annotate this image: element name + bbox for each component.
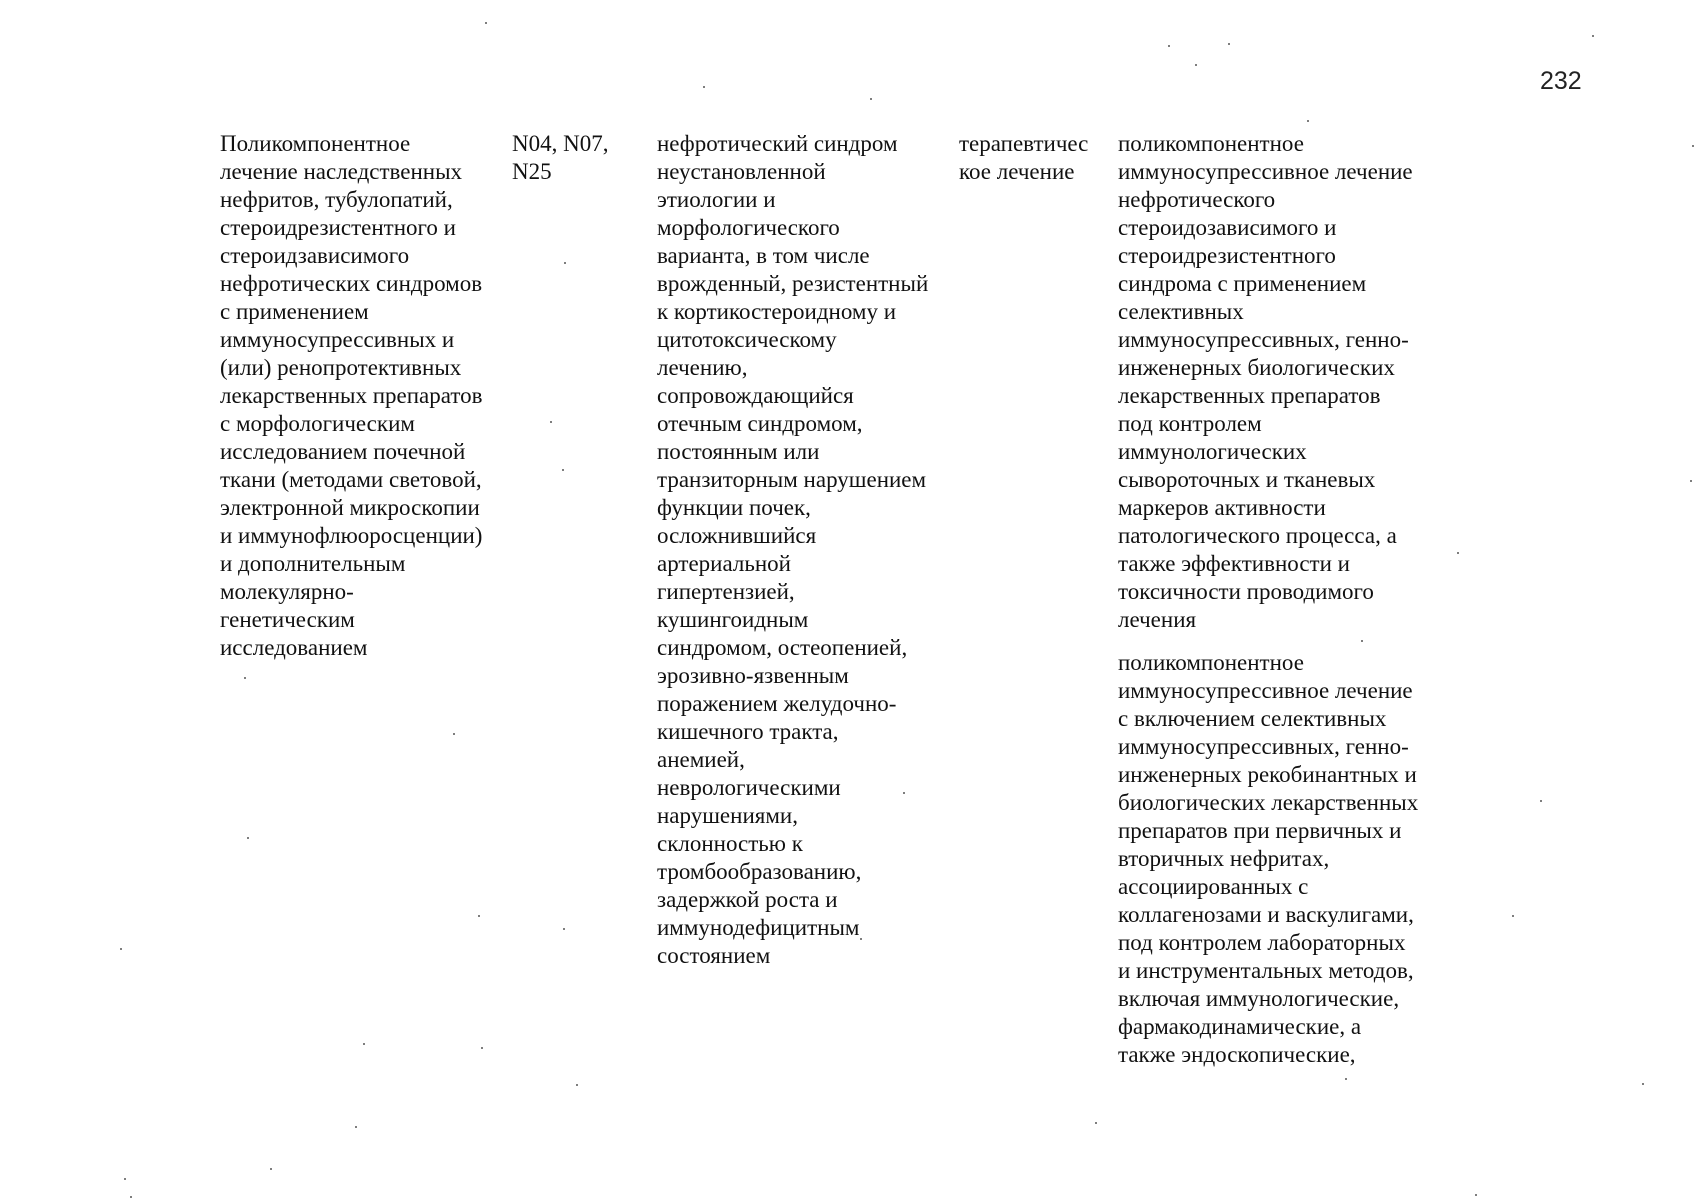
text-line: морфологического xyxy=(657,215,840,240)
scan-speck xyxy=(563,928,565,930)
scan-speck xyxy=(453,733,455,735)
text-line: осложнившийся xyxy=(657,523,817,548)
scan-speck xyxy=(1642,1083,1644,1085)
scan-speck xyxy=(550,421,552,423)
text-line: функции почек, xyxy=(657,495,811,520)
text-line: варианта, в том числе xyxy=(657,243,870,268)
scan-speck xyxy=(1592,35,1594,37)
text-line: препаратов при первичных и xyxy=(1118,818,1402,843)
scan-speck xyxy=(1345,1078,1347,1080)
treatment-type-cell xyxy=(959,130,1109,186)
text-line: лекарственных препаратов xyxy=(220,383,483,408)
text-line: иммуносупрессивных, генно- xyxy=(1118,734,1409,759)
text-line: нефротических синдромов xyxy=(220,271,483,296)
text-line: этиологии и xyxy=(657,187,776,212)
text-line: к кортикостероидному и xyxy=(657,299,897,324)
text-line: поликомпонентное xyxy=(1118,131,1304,156)
text-line: лечение наследственных xyxy=(220,159,463,184)
treatment-method-cell xyxy=(1118,130,1458,1069)
text-line: с морфологическим xyxy=(220,411,415,436)
text-line: кишечного тракта, xyxy=(657,719,839,744)
scan-speck xyxy=(1690,480,1692,482)
scan-speck xyxy=(576,1084,578,1086)
text-line: кушингоидным xyxy=(657,607,809,632)
text-line: и инструментальных методов, xyxy=(1118,958,1414,983)
text-line: и иммунофлюоросценции) xyxy=(220,523,483,548)
text-line: синдрома с применением xyxy=(1118,271,1367,296)
scan-speck xyxy=(247,837,249,839)
scan-speck xyxy=(562,469,564,471)
text-line: постоянным или xyxy=(657,439,820,464)
text-line: коллагенозами и васкулигами, xyxy=(1118,902,1414,927)
text-line: фармакодинамические, а xyxy=(1118,1014,1362,1039)
text-line: биологических лекарственных xyxy=(1118,790,1419,815)
text-line: артериальной xyxy=(657,551,791,576)
text-line: молекулярно- xyxy=(220,579,354,604)
text-line: склонностью к xyxy=(657,831,803,856)
treatment-method-block xyxy=(1118,130,1458,634)
scan-speck xyxy=(1168,45,1170,47)
text-line: с включением селективных xyxy=(1118,706,1387,731)
scan-speck xyxy=(564,262,566,264)
text-line: токсичности проводимого xyxy=(1118,579,1374,604)
text-line: инженерных рекобинантных и xyxy=(1118,762,1417,787)
text-line: иммуносупрессивное лечение xyxy=(1118,159,1413,184)
text-line: селективных xyxy=(1118,299,1244,324)
scan-speck xyxy=(1361,640,1363,642)
text-line: синдромом, остеопенией, xyxy=(657,635,908,660)
scan-speck xyxy=(1540,800,1542,802)
text-line: нарушениями, xyxy=(657,803,798,828)
text-line: терапевтичес xyxy=(959,131,1089,156)
text-line: иммуносупрессивных и xyxy=(220,327,455,352)
text-line: поликомпонентное xyxy=(1118,650,1304,675)
text-line: лечения xyxy=(1118,607,1197,632)
text-line: тромбообразованию, xyxy=(657,859,862,884)
text-line: задержкой роста и xyxy=(657,887,838,912)
scan-speck xyxy=(903,792,905,794)
text-line: иммуносупрессивное лечение xyxy=(1118,678,1413,703)
text-line: состоянием xyxy=(657,943,771,968)
treatment-name-cell xyxy=(220,130,510,662)
scan-speck xyxy=(270,1168,272,1170)
text-line: исследованием почечной xyxy=(220,439,466,464)
text-line: неустановленной xyxy=(657,159,826,184)
scan-speck xyxy=(703,86,705,88)
text-line: вторичных нефритах, xyxy=(1118,846,1330,871)
page-number: 232 xyxy=(1540,67,1582,95)
text-line: анемией, xyxy=(657,747,745,772)
text-line: инженерных биологических xyxy=(1118,355,1395,380)
text-line: включая иммунологические, xyxy=(1118,986,1400,1011)
scan-speck xyxy=(1692,145,1694,147)
scan-speck xyxy=(244,677,246,679)
text-line: (или) ренопротективных xyxy=(220,355,462,380)
text-line: сопровождающийся xyxy=(657,383,854,408)
text-line: эрозивно-язвенным xyxy=(657,663,849,688)
text-line: также эффективности и xyxy=(1118,551,1350,576)
text-line: кое лечение xyxy=(959,159,1075,184)
scan-speck xyxy=(860,938,862,940)
scan-speck xyxy=(1307,120,1309,122)
text-line: генетическим xyxy=(220,607,355,632)
text-line: патологического процесса, а xyxy=(1118,523,1397,548)
text-line: лекарственных препаратов xyxy=(1118,383,1381,408)
text-line: ткани (методами световой, xyxy=(220,467,482,492)
text-line: неврологическими xyxy=(657,775,841,800)
text-line: транзиторным нарушением xyxy=(657,467,927,492)
text-line: иммуносупрессивных, генно- xyxy=(1118,327,1409,352)
text-line: сывороточных и тканевых xyxy=(1118,467,1376,492)
text-line: цитотоксическому xyxy=(657,327,837,352)
text-line: иммунологических xyxy=(1118,439,1307,464)
text-line: с применением xyxy=(220,299,369,324)
text-line: маркеров активности xyxy=(1118,495,1326,520)
text-line: электронной микроскопии xyxy=(220,495,480,520)
scan-speck xyxy=(355,1126,357,1128)
text-line: N04, N07, xyxy=(512,131,609,156)
scan-speck xyxy=(124,1178,126,1180)
scan-speck xyxy=(1475,1194,1477,1196)
text-line: врожденный, резистентный xyxy=(657,271,929,296)
text-line: отечным синдромом, xyxy=(657,411,863,436)
text-line: также эндоскопические, xyxy=(1118,1042,1356,1067)
text-line: нефротический синдром xyxy=(657,131,898,156)
scan-speck xyxy=(1195,64,1197,66)
scan-speck xyxy=(1095,1122,1097,1124)
text-line: стероидрезистентного и xyxy=(220,215,456,240)
scan-speck xyxy=(120,948,122,950)
scan-speck xyxy=(485,22,487,24)
scan-speck xyxy=(1512,915,1514,917)
scan-speck xyxy=(1457,552,1459,554)
text-line: поражением желудочно- xyxy=(657,691,897,716)
text-line: стероидзависимого xyxy=(220,243,410,268)
text-line: стероидозависимого и xyxy=(1118,215,1337,240)
treatment-method-block xyxy=(1118,649,1458,1069)
scan-speck xyxy=(478,915,480,917)
text-line: лечению, xyxy=(657,355,748,380)
text-line: иммунодефицитным xyxy=(657,915,860,940)
text-line: нефротического xyxy=(1118,187,1276,212)
text-line: N25 xyxy=(512,159,552,184)
text-line: исследованием xyxy=(220,635,368,660)
text-line: ассоциированных с xyxy=(1118,874,1309,899)
scan-speck xyxy=(1228,43,1230,45)
disease-model-cell xyxy=(657,130,957,970)
text-line: гипертензией, xyxy=(657,579,795,604)
scan-speck xyxy=(481,1047,483,1049)
text-line: стероидрезистентного xyxy=(1118,243,1336,268)
icd-codes-cell xyxy=(512,130,632,186)
text-line: нефритов, тубулопатий, xyxy=(220,187,453,212)
scan-speck xyxy=(870,98,872,100)
text-line: под контролем лабораторных xyxy=(1118,930,1406,955)
scan-speck xyxy=(130,1196,132,1198)
text-line: под контролем xyxy=(1118,411,1262,436)
text-line: Поликомпонентное xyxy=(220,131,411,156)
text-line: и дополнительным xyxy=(220,551,406,576)
scan-speck xyxy=(363,1043,365,1045)
